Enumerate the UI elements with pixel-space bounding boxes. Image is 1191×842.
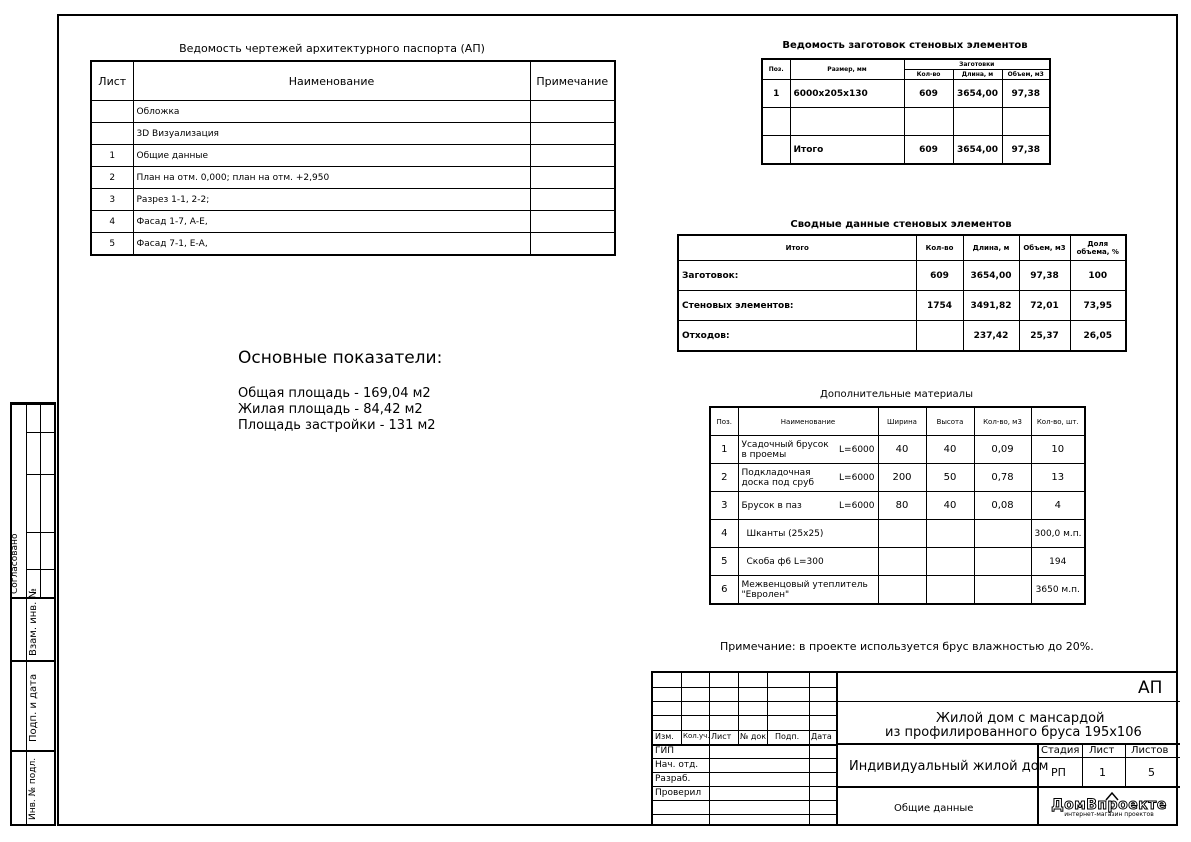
stamp-sheet-label: Лист xyxy=(1089,745,1115,756)
col-note: Примечание xyxy=(530,61,615,101)
stamp-building: Индивидуальный жилой дом xyxy=(849,759,1049,774)
indicators-title: Основные показатели: xyxy=(238,348,443,368)
col-sheet: Лист xyxy=(91,61,133,101)
logo-subtext: интернет-магазин проектов xyxy=(1064,811,1154,818)
stamp-sheet: 1 xyxy=(1099,766,1106,779)
materials-table xyxy=(709,406,1086,605)
table-row: 1 Общие данные xyxy=(91,145,615,167)
strip-approved: Согласовано xyxy=(10,533,20,594)
stamp-stage: РП xyxy=(1051,766,1066,779)
table-row: 5 Фасад 7-1, Е-А, xyxy=(91,233,615,256)
col-volume: Объем, м3 xyxy=(1002,70,1050,80)
summary-title: Сводные данные стеновых элементов xyxy=(790,219,1012,230)
blanks-title: Ведомость заготовок стеновых элементов xyxy=(782,40,1028,51)
col-count: Кол-во xyxy=(916,235,963,261)
stamp-code: АП xyxy=(1138,678,1163,698)
col-volume: Объем, м3 xyxy=(1019,235,1070,261)
col-total: Итого xyxy=(678,235,916,261)
stamp-sheets-label: Листов xyxy=(1131,745,1169,756)
table-row: 3 Разрез 1-1, 2-2; xyxy=(91,189,615,211)
stamp-col-list: Лист xyxy=(711,732,732,741)
col-group: Заготовки xyxy=(904,59,1050,70)
col-count: Кол-во xyxy=(904,70,953,80)
indicator-living: Жилая площадь - 84,42 м2 xyxy=(238,402,423,417)
col-pos: Поз. xyxy=(710,407,738,436)
indicator-total: Общая площадь - 169,04 м2 xyxy=(238,386,431,401)
table-row xyxy=(762,108,1050,136)
stamp-col-kol: Кол.уч. xyxy=(683,732,710,740)
table-row: Заготовок: 609 3654,00 97,38 100 xyxy=(678,261,1126,291)
table-row: 1 Усадочный брусок в проемы L=6000 40 40 0,09 10 xyxy=(710,436,1085,464)
strip-replace-inv: Взам. инв. № xyxy=(28,588,39,656)
table-row: 4 Шканты (25x25) 300,0 м.п. xyxy=(710,520,1085,548)
col-vol: Кол-во, м3 xyxy=(974,407,1031,436)
col-name: Наименование xyxy=(133,61,530,101)
col-width: Ширина xyxy=(878,407,926,436)
col-height: Высота xyxy=(926,407,974,436)
left-strip xyxy=(10,402,56,826)
col-qty: Кол-во, шт. xyxy=(1031,407,1085,436)
drawings-table xyxy=(90,60,616,256)
col-size: Размер, мм xyxy=(790,59,904,80)
stamp-sheet-name: Общие данные xyxy=(894,803,974,814)
stamp-stage-label: Стадия xyxy=(1041,745,1080,756)
strip-sign-date: Подп. и дата xyxy=(28,673,39,742)
blanks-table xyxy=(761,58,1051,165)
col-pos: Поз. xyxy=(762,59,790,80)
stamp-project-1: Жилой дом с мансардой xyxy=(936,711,1105,726)
table-row: Отходов: 237,42 25,37 26,05 xyxy=(678,321,1126,352)
table-row: 3 Брусок в паз L=6000 80 40 0,08 4 xyxy=(710,492,1085,520)
col-length: Длина, м xyxy=(953,70,1002,80)
materials-title: Дополнительные материалы xyxy=(820,389,973,400)
table-row: 4 Фасад 1-7, А-Е, xyxy=(91,211,615,233)
stamp-role-check: Проверил xyxy=(655,788,702,798)
stamp-col-sign: Подп. xyxy=(775,732,800,741)
table-row: 2 План на отм. 0,000; план на отм. +2,950 xyxy=(91,167,615,189)
col-share: Доля объема, % xyxy=(1070,235,1126,261)
table-row: 3D Визуализация xyxy=(91,123,615,145)
note: Примечание: в проекте используется брус влажностью до 20%. xyxy=(720,640,1094,653)
table-row: 5 Скоба ф6 L=300 194 xyxy=(710,548,1085,576)
stamp-sheets: 5 xyxy=(1148,766,1155,779)
drawings-title: Ведомость чертежей архитектурного паспорта (АП) xyxy=(179,42,485,55)
summary-table xyxy=(677,234,1127,352)
stamp-project-2: из профилированного бруса 195x106 xyxy=(885,725,1142,740)
col-name: Наименование xyxy=(738,407,878,436)
stamp-role-head: Нач. отд. xyxy=(655,760,699,770)
stamp-col-izm: Изм. xyxy=(655,732,674,741)
table-row: Обложка xyxy=(91,101,615,123)
table-row: 2 Подкладочная доска под сруб L=6000 200 50 0,78 13 xyxy=(710,464,1085,492)
logo-text: ДомВпроекте xyxy=(1051,797,1167,813)
logo-house-icon xyxy=(1105,791,1119,801)
stamp-col-date: Дата xyxy=(811,732,832,741)
table-row: 1 6000x205x130 609 3654,00 97,38 xyxy=(762,80,1050,108)
indicator-built: Площадь застройки - 131 м2 xyxy=(238,418,436,433)
logo xyxy=(1041,791,1177,823)
stamp-role-dev: Разраб. xyxy=(655,774,691,784)
title-block xyxy=(651,671,1178,826)
stamp-role-gip: ГИП xyxy=(655,746,674,756)
col-length: Длина, м xyxy=(963,235,1019,261)
table-row: 6 Межвенцовый утеплитель "Евролен" 3650 м.п. xyxy=(710,576,1085,605)
table-row: Стеновых элементов: 1754 3491,82 72,01 73,95 xyxy=(678,291,1126,321)
strip-inv-orig: Инв. № подл. xyxy=(28,757,38,820)
table-row: Итого 609 3654,00 97,38 xyxy=(762,136,1050,165)
stamp-col-doc: № док. xyxy=(740,732,769,741)
